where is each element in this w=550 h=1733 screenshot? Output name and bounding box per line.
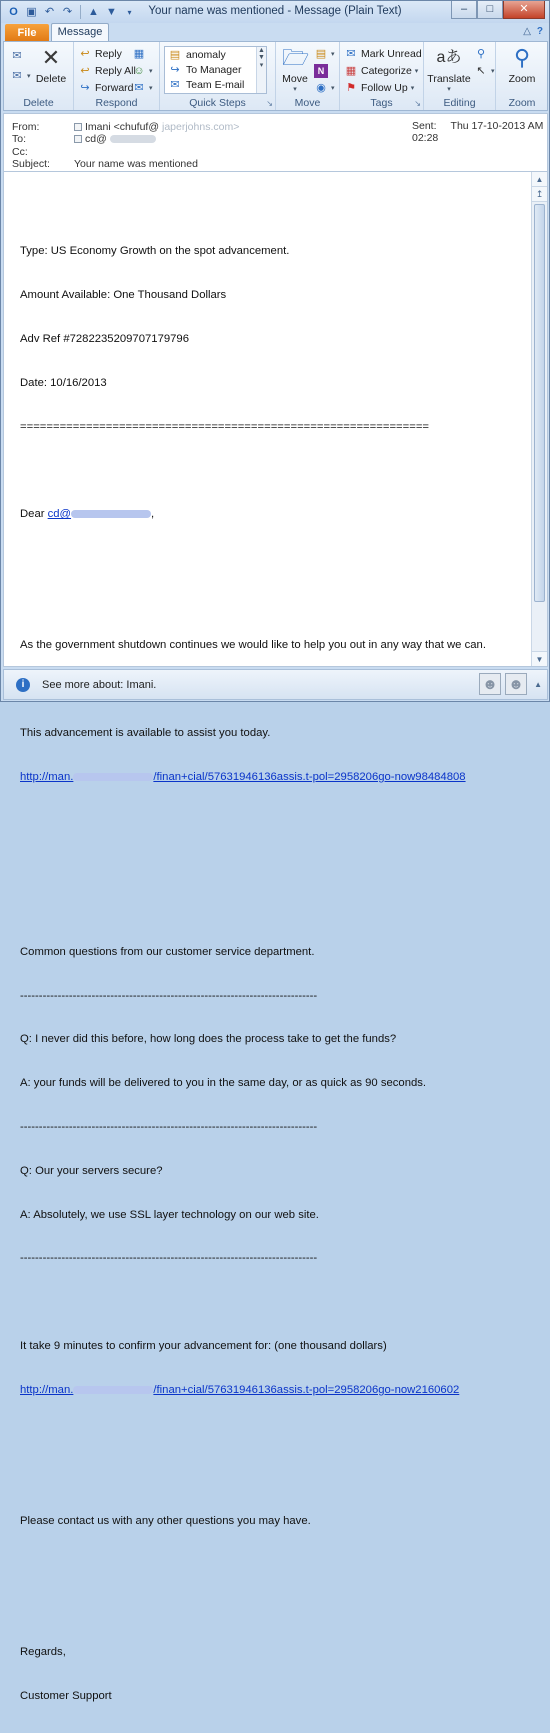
customize-qat-icon[interactable]: ▾ xyxy=(127,7,132,17)
separator-line: ------------------------------------------------------------------------------- xyxy=(20,1252,318,1265)
people-pictures xyxy=(479,673,527,695)
ignore-icon: ✉ xyxy=(12,50,22,62)
quick-step-to-manager[interactable] xyxy=(165,62,266,77)
from-domain: japerjohns.com> xyxy=(162,120,240,133)
minimize-ribbon-icon[interactable]: △ xyxy=(523,26,531,37)
follow-up-dropdown-icon: ▾ xyxy=(410,85,415,92)
separator-line: ------------------------------------------------------------------------------- xyxy=(20,1121,318,1133)
close-button[interactable]: ✕ xyxy=(503,1,545,19)
rules-button[interactable] xyxy=(314,46,335,62)
from-label: From: xyxy=(12,120,40,133)
link-prefix: http://man. xyxy=(20,1383,74,1396)
answer-line: A: your funds will be delivered to you in the same day, or as quick as 90 seconds. xyxy=(20,1077,427,1090)
select-dropdown-icon: ▾ xyxy=(491,68,495,75)
body-line: Date: 10/16/2013 xyxy=(20,376,107,389)
greeting-comma: , xyxy=(151,508,155,521)
separator-line: ============================================================== xyxy=(20,420,430,433)
see-more-link[interactable]: See more about: Imani. xyxy=(42,678,157,691)
reply-all-label: Reply All xyxy=(95,65,136,77)
body-line: Amount Available: One Thousand Dollars xyxy=(20,289,227,302)
tab-file[interactable]: File xyxy=(5,24,49,42)
body-line: This advancement is available to assist you today. xyxy=(20,726,271,739)
quick-step-label: To Manager xyxy=(186,63,242,76)
mark-unread-button[interactable] xyxy=(344,46,422,62)
reply-all-icon: ↩ xyxy=(80,65,90,77)
minimize-button[interactable]: – xyxy=(451,1,477,19)
group-label-move: Move xyxy=(294,97,321,109)
reply-all-button[interactable] xyxy=(78,63,136,79)
down-arrow-icon[interactable]: ▼ xyxy=(106,5,117,18)
group-label-tags: Tags xyxy=(370,97,393,109)
group-editing xyxy=(424,42,496,110)
window-controls xyxy=(451,1,545,19)
people-pane xyxy=(3,669,548,700)
find-icon: ⚲ xyxy=(476,48,486,60)
actions-button[interactable] xyxy=(314,80,335,96)
more-respond-button[interactable] xyxy=(132,80,153,96)
redacted-domain xyxy=(110,135,156,143)
categorize-label: Categorize xyxy=(361,65,412,77)
quick-access-toolbar xyxy=(1,5,137,20)
presence-status-icon xyxy=(74,123,82,131)
subject-value: Your name was mentioned xyxy=(74,157,198,170)
delete-x-icon: ✕ xyxy=(41,45,61,70)
recipient-email-link[interactable] xyxy=(48,508,151,520)
link-line xyxy=(20,770,525,785)
mark-unread-label: Mark Unread xyxy=(361,48,422,60)
body-line: Adv Ref #7282235209707179796 xyxy=(20,332,189,345)
subject-row xyxy=(12,157,198,170)
person-avatar-icon[interactable]: ☻ xyxy=(505,673,527,695)
im-icon: ☺ xyxy=(133,65,145,77)
tab-message[interactable]: Message xyxy=(51,23,109,42)
group-move xyxy=(276,42,340,110)
body-line: As the government shutdown continues we would like to help you out in any way that we can. xyxy=(20,639,486,652)
answer-line: A: Absolutely, we use SSL layer technology on our web site. xyxy=(20,1208,319,1221)
im-button[interactable] xyxy=(132,63,153,79)
im-dropdown-icon: ▾ xyxy=(149,68,153,75)
reply-button[interactable] xyxy=(78,46,122,62)
redacted-domain xyxy=(71,510,151,518)
message-body-text xyxy=(20,180,525,1733)
forward-icon: ↪ xyxy=(80,82,90,94)
group-label-delete: Delete xyxy=(23,97,54,109)
quick-step-label: Team E-mail xyxy=(186,78,245,91)
window-title: Your name was mentioned - Message (Plain Text) xyxy=(148,5,402,17)
translate-button[interactable] xyxy=(426,45,472,93)
group-label-respond: Respond xyxy=(95,97,138,109)
group-tags xyxy=(340,42,424,110)
up-arrow-icon[interactable]: ▲ xyxy=(88,5,99,18)
onenote-button[interactable] xyxy=(314,63,328,79)
recipient-email: cd@ xyxy=(47,508,72,521)
junk-button[interactable] xyxy=(10,68,31,84)
move-folder-icon: 🗁 xyxy=(282,45,310,70)
advancement-link-2[interactable] xyxy=(20,1384,459,1396)
link-suffix: /finan+cial/57631946136assis.t-pol=2958206go-now2160602 xyxy=(153,1383,460,1396)
outlook-icon: O xyxy=(9,5,18,18)
redo-icon[interactable]: ↷ xyxy=(62,5,73,18)
follow-up-button[interactable] xyxy=(344,80,414,96)
ignore-button[interactable] xyxy=(10,48,24,64)
mark-unread-icon: ✉ xyxy=(346,48,356,60)
ribbon xyxy=(3,41,548,111)
question-line: Q: Our your servers secure? xyxy=(20,1164,163,1177)
categorize-button[interactable] xyxy=(344,63,418,79)
scroll-to-top-icon[interactable]: ↥ xyxy=(532,187,547,202)
forward-button[interactable] xyxy=(78,80,134,96)
to-row xyxy=(12,132,156,145)
translate-label: Translate xyxy=(427,73,471,85)
expand-people-pane-icon[interactable]: ▲ xyxy=(534,680,542,689)
zoom-label: Zoom xyxy=(508,73,536,85)
delete-label: Delete xyxy=(35,73,67,85)
magnifier-icon: ⚲ xyxy=(513,45,531,70)
greeting-text: Dear xyxy=(20,508,48,521)
categorize-icon: ▦ xyxy=(345,65,357,77)
body-line: Common questions from our customer service department. xyxy=(20,945,315,958)
info-icon: i xyxy=(16,678,30,692)
signature-line: Customer Support xyxy=(20,1690,112,1703)
junk-icon: ✉ xyxy=(12,70,22,82)
actions-icon: ◉ xyxy=(316,82,326,94)
title-bar xyxy=(1,1,549,23)
vertical-scrollbar[interactable] xyxy=(531,172,547,666)
reply-icon: ↩ xyxy=(80,48,90,60)
redacted-domain xyxy=(73,1386,153,1394)
forward-label: Forward xyxy=(95,82,134,94)
regards-line: Regards, xyxy=(20,1646,66,1659)
sent-value: Thu 17-10-2013 AM 02:28 xyxy=(412,120,544,144)
move-label: Move xyxy=(282,73,308,85)
ribbon-tabs xyxy=(1,23,549,42)
zoom-button[interactable] xyxy=(504,45,540,85)
group-label-quick-steps: Quick Steps xyxy=(189,97,246,109)
select-button[interactable] xyxy=(474,63,495,79)
reply-label: Reply xyxy=(95,48,122,60)
person-avatar-icon[interactable]: ☻ xyxy=(479,673,501,695)
body-line: Please contact us with any other questions you may have. xyxy=(20,1515,311,1528)
scroll-up-button[interactable]: ▲ xyxy=(532,172,547,187)
message-header xyxy=(3,113,548,171)
onenote-icon: N xyxy=(314,64,328,78)
group-label-editing: Editing xyxy=(443,97,476,109)
link-prefix: http://man. xyxy=(20,770,74,783)
rules-icon: ▤ xyxy=(315,48,327,60)
ribbon-controls xyxy=(523,26,543,37)
body-line: Type: US Economy Growth on the spot advancement. xyxy=(20,245,290,258)
junk-dropdown-icon: ▾ xyxy=(27,73,31,80)
greeting-line xyxy=(20,507,525,522)
quick-step-label: anomaly xyxy=(186,48,226,61)
select-icon: ↖ xyxy=(476,65,486,77)
quick-step-anomaly[interactable] xyxy=(165,47,266,62)
save-icon[interactable]: ▣ xyxy=(26,5,37,18)
group-quick-steps xyxy=(160,42,276,110)
meeting-button[interactable] xyxy=(132,46,146,62)
sent-label: Sent: xyxy=(412,120,437,132)
group-label-zoom: Zoom xyxy=(508,97,536,109)
to-value[interactable] xyxy=(74,133,156,145)
from-name: Imani <chufuf@ xyxy=(85,120,159,133)
sent-info xyxy=(412,120,547,144)
group-delete xyxy=(4,42,74,110)
flag-icon: ⚑ xyxy=(346,82,356,94)
meeting-icon: ▦ xyxy=(133,48,145,60)
find-button[interactable] xyxy=(474,46,488,62)
maximize-button[interactable]: □ xyxy=(477,1,503,19)
move-button[interactable] xyxy=(280,45,310,93)
group-zoom xyxy=(496,42,548,110)
translate-dropdown-icon: ▾ xyxy=(447,86,451,93)
group-respond xyxy=(74,42,160,110)
translate-icon: aあ xyxy=(436,49,462,66)
quick-steps-launcher-icon[interactable]: ↘ xyxy=(266,99,273,108)
help-icon[interactable]: ? xyxy=(536,26,543,37)
qat-separator xyxy=(80,5,81,19)
question-line: Q: I never did this before, how long does the process take to get the funds? xyxy=(20,1033,397,1046)
separator-line: ------------------------------------------------------------------------------- xyxy=(20,989,318,1002)
body-line: It take 9 minutes to confirm your advancement for: (one thousand dollars) xyxy=(20,1339,387,1352)
follow-up-label: Follow Up xyxy=(361,82,408,94)
tags-launcher-icon[interactable]: ↘ xyxy=(414,99,421,108)
quick-steps-scroll[interactable]: ▲ ▼ ▾ xyxy=(256,47,266,93)
subject-label: Subject: xyxy=(12,157,50,170)
cc-label: Cc: xyxy=(12,145,28,158)
delete-button[interactable] xyxy=(34,45,68,85)
from-value[interactable] xyxy=(74,121,239,133)
to-address: cd@ xyxy=(85,132,107,145)
quick-steps-gallery xyxy=(164,46,267,94)
to-label: To: xyxy=(12,132,27,145)
move-dropdown-icon: ▾ xyxy=(293,86,297,93)
link-line xyxy=(20,1383,525,1398)
to-manager-icon: ↪ xyxy=(170,63,180,76)
more-dropdown-icon: ▾ xyxy=(149,85,153,92)
undo-icon[interactable]: ↶ xyxy=(44,5,55,18)
folder-icon: ▤ xyxy=(169,48,181,61)
actions-dropdown-icon: ▾ xyxy=(331,85,335,92)
advancement-link-1[interactable] xyxy=(20,771,466,783)
scroll-down-button[interactable]: ▼ xyxy=(532,651,547,666)
more-icon: ✉ xyxy=(134,82,144,94)
rules-dropdown-icon: ▾ xyxy=(331,51,335,58)
redacted-domain xyxy=(73,773,153,781)
team-email-icon: ✉ xyxy=(170,78,180,91)
categorize-dropdown-icon: ▾ xyxy=(414,68,419,75)
quick-step-team-email[interactable] xyxy=(165,77,266,92)
scroll-thumb[interactable] xyxy=(534,204,545,602)
link-suffix: /finan+cial/57631946136assis.t-pol=2958206go-now98484808 xyxy=(153,770,466,783)
presence-status-icon xyxy=(74,135,82,143)
